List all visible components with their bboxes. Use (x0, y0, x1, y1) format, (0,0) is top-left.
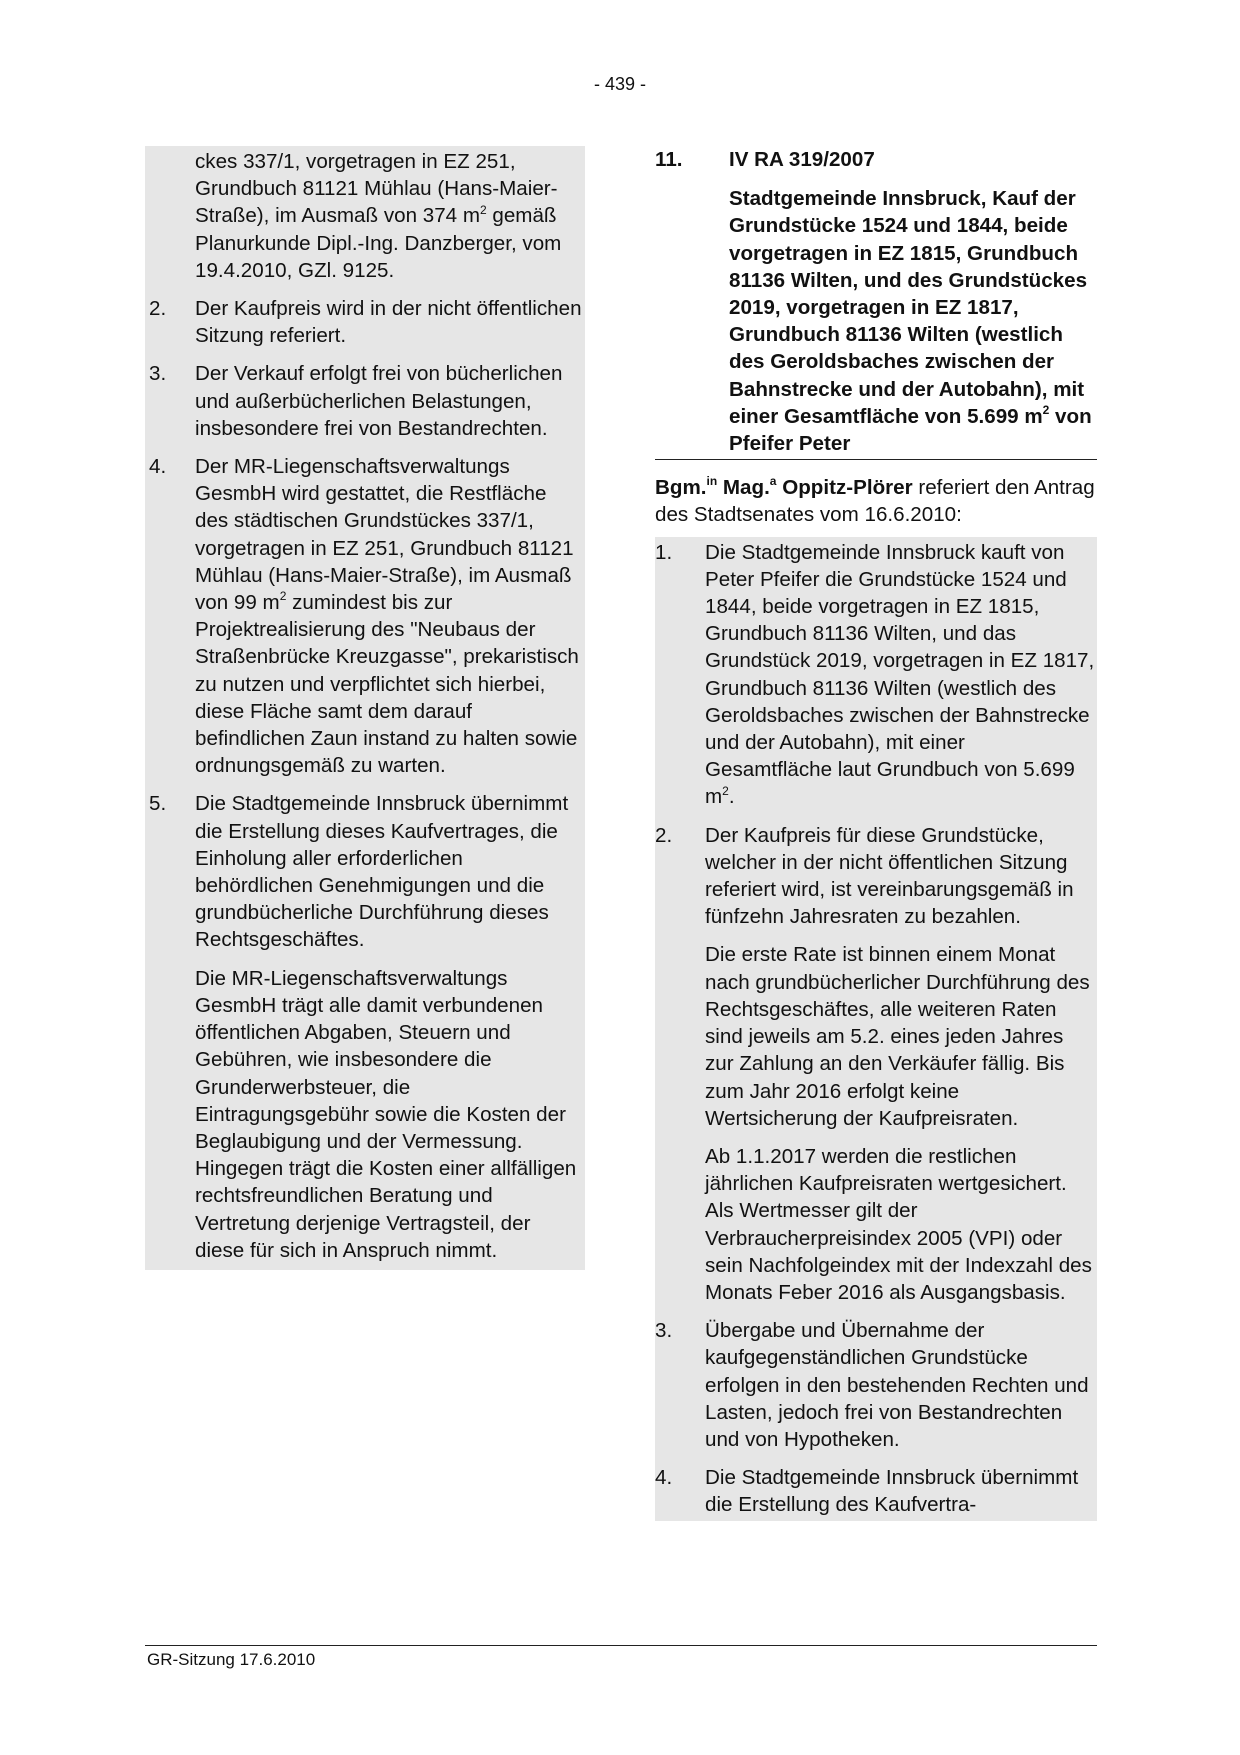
list-number: 4. (655, 1466, 673, 1490)
list-text: Der MR-Liegenschaftsverwaltungs GesmbH wird gestattet, die Restfläche des städtischen Grundstückes 337/1, vorgetragen in EZ 251, Grundbuch 81121 Mühlau (Hans-Maier-Straße), im Ausmaß von 99 $m^2$ zumindest bis zur Projektrealisierung des "Neubaus der Straßenbrücke Kreuzgasse", prekaristisch zu nutzen und verpflichtet sich hierbei, diese Fläche samt dem darauf befindlichen Zaun instand zu halten sowie ordnungsgemäß zu warten. (195, 455, 579, 778)
list-item (145, 360, 585, 442)
left-column (145, 146, 585, 1270)
list-number: 1. (655, 540, 673, 564)
list-item (655, 822, 1097, 931)
list-text: Die Stadtgemeinde Innsbruck übernimmt die Erstellung des Kaufvertra- (705, 1466, 1079, 1517)
list-number: 2. (149, 297, 167, 321)
page-number: - 439 - (593, 74, 647, 94)
list-paragraph: Ab 1.1.2017 werden die restlichen jährlichen Kaufpreisraten wertgesichert. Als Wertmesser gilt der Verbraucherpreisindex 2005 (VPI) oder sein Nachfolgeindex mit der Indexzahl des Monats Feber 2016 als Ausgangsbasis. (705, 1144, 1092, 1304)
list-text: Die Stadtgemeinde Innsbruck übernimmt die Erstellung dieses Kaufvertrages, die Einholung aller erforderlichen behördlichen Genehmigungen und die grundbücherliche Durchführung dieses Rechtsgeschäftes. (195, 792, 569, 952)
list-paragraph: Die erste Rate ist binnen einem Monat nach grundbücherlicher Durchführung des Rechtsgeschäftes, alle weiteren Raten sind jeweils am 5.2. eines jeden Jahres zur Zahlung an den Verkäufer fällig. Bis zum Jahr 2016 erfolgt keine Wertsicherung der Kaufpreisraten. (705, 943, 1090, 1130)
right-column (655, 146, 1097, 1521)
list-number: 4. (149, 455, 167, 479)
continuation-paragraph: ckes 337/1, vorgetragen in EZ 251, Grundbuch 81121 Mühlau (Hans-Maier-Straße), im Ausmaß von 374 $m^2$ gemäß Planurkunde Dipl.-Ing. Danzberger, vom 19.4.2010, GZl. 9125. (195, 150, 562, 282)
list-number: 2. (655, 823, 673, 847)
motion-list (655, 537, 1097, 1521)
list-text: Der Verkauf erfolgt frei von bücherlichen und außerbücherlichen Belastungen, insbesondere frei von Bestandrechten. (195, 362, 563, 440)
agenda-number: 11. (655, 148, 683, 171)
footer-rule (145, 1645, 1097, 1646)
list-item (655, 1464, 1097, 1518)
list-item (145, 790, 585, 953)
list-item (145, 453, 585, 779)
list-number: 3. (149, 362, 167, 386)
list-number: 3. (655, 1319, 673, 1343)
agenda-title: Stadtgemeinde Innsbruck, Kauf der Grundstücke 1524 und 1844, beide vorgetragen in EZ 1815, Grundbuch 81136 Wilten, und des Grundstückes 2019, vorgetragen in EZ 1817, Grundbuch 81136 Wilten (westlich des Geroldsbaches zwischen der Bahnstrecke und der Autobahn), mit einer Gesamtfläche von 5.699 $m^2$ von Pfeifer Peter (655, 185, 1097, 460)
list-text: Die Stadtgemeinde Innsbruck kauft von Peter Pfeifer die Grundstücke 1524 und 1844, beide vorgetragen in EZ 1815, Grundbuch 81136 Wilten, und das Grundstück 2019, vorgetragen in EZ 1817, Grundbuch 81136 Wilten (westlich des Geroldsbaches zwischen der Bahnstrecke und der Autobahn), mit einer Gesamtfläche laut Grundbuch von 5.699 $m^2$. (705, 540, 1095, 809)
item5-paragraph: Die MR-Liegenschaftsverwaltungs GesmbH trägt alle damit verbundenen öffentlichen Abgaben, Steuern und Gebühren, wie insbesondere die Grunderwerbsteuer, die Eintragungsgebühr sowie die Kosten der Beglaubigung und der Vermessung. Hingegen trägt die Kosten einer allfälligen rechtsfreundlichen Beratung und Vertretung derjenige Vertragsteil, der diese für sich in Anspruch nimmt. (195, 966, 577, 1262)
list-item (655, 1317, 1097, 1453)
list-text: Übergabe und Übernahme der kaufgegenständlichen Grundstücke erfolgen in den bestehenden Rechten und Lasten, jedoch frei von Bestandrechten und von Hypotheken. (705, 1319, 1089, 1451)
agenda-heading (655, 146, 1097, 173)
list-number: 5. (149, 792, 167, 816)
list-item (655, 539, 1097, 811)
intro-paragraph: Bgm.$^{in}$ Mag.$^a$ Oppitz-Plörer referiert den Antrag des Stadtsenates vom 16.6.2010: (655, 474, 1095, 527)
list-text: Der Kaufpreis wird in der nicht öffentlichen Sitzung referiert. (195, 297, 582, 348)
list-text: Der Kaufpreis für diese Grundstücke, welcher in der nicht öffentlichen Sitzung referiert wird, ist vereinbarungsgemäß in fünfzehn Jahresraten zu bezahlen. (705, 823, 1074, 929)
agenda-ref: IV RA 319/2007 (729, 148, 875, 171)
footer: GR-Sitzung 17.6.2010 (147, 1650, 316, 1669)
list-item (145, 295, 585, 349)
